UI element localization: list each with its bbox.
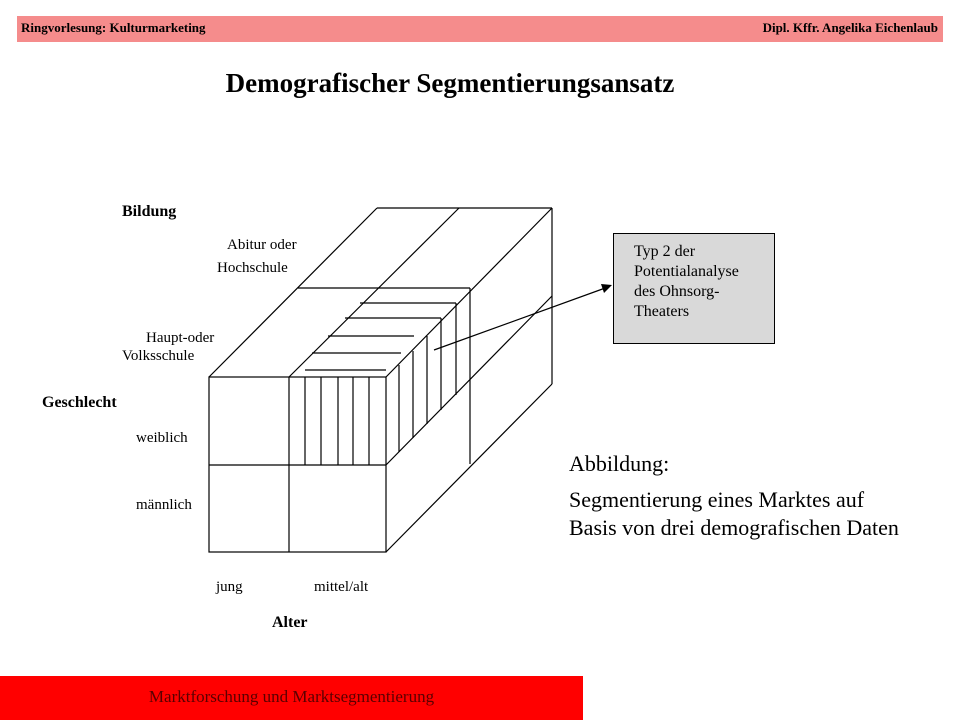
label-weiblich: weiblich bbox=[136, 430, 188, 446]
footer-text: Marktforschung und Marktsegmentierung bbox=[148, 687, 435, 706]
label-mittel-alt: mittel/alt bbox=[314, 579, 369, 595]
header-course: Ringvorlesung: Kulturmarketing bbox=[21, 20, 206, 35]
figure-caption bbox=[569, 450, 909, 542]
axis-label-geschlecht: Geschlecht bbox=[42, 394, 117, 411]
bottom-edge-right bbox=[386, 384, 552, 552]
axis-label-alter: Alter bbox=[272, 614, 308, 631]
callout-line: Typ 2 der bbox=[634, 243, 696, 260]
page-title: Demografischer Segmentierungsansatz bbox=[225, 68, 675, 98]
arrow-head bbox=[601, 284, 612, 293]
callout-arrow bbox=[434, 287, 608, 350]
label-haupt-1: Haupt-oder bbox=[146, 330, 215, 346]
right-gender-divider bbox=[386, 296, 552, 465]
axis-label-bildung: Bildung bbox=[122, 203, 177, 220]
label-abitur-2: Hochschule bbox=[217, 260, 288, 276]
top-edge-left bbox=[209, 208, 377, 377]
top-age-divider bbox=[289, 208, 459, 377]
callout-text bbox=[634, 242, 774, 322]
label-maennlich: männlich bbox=[136, 497, 192, 513]
callout-line: des Ohnsorg- bbox=[634, 283, 720, 300]
caption-heading: Abbildung: bbox=[569, 451, 670, 476]
label-jung: jung bbox=[216, 579, 243, 595]
callout-box bbox=[613, 233, 775, 344]
label-abitur-1: Abitur oder bbox=[227, 237, 297, 253]
callout-line: Theaters bbox=[634, 303, 690, 320]
callout-line: Potentialanalyse bbox=[634, 263, 739, 280]
footer-bar bbox=[0, 676, 583, 720]
caption-body: Segmentierung eines Marktes auf Basis von drei demografischen Daten bbox=[569, 487, 899, 540]
top-edge-right bbox=[386, 208, 552, 377]
header-author: Dipl. Kffr. Angelika Eichenlaub bbox=[762, 20, 938, 35]
label-haupt-2: Volksschule bbox=[122, 348, 195, 364]
